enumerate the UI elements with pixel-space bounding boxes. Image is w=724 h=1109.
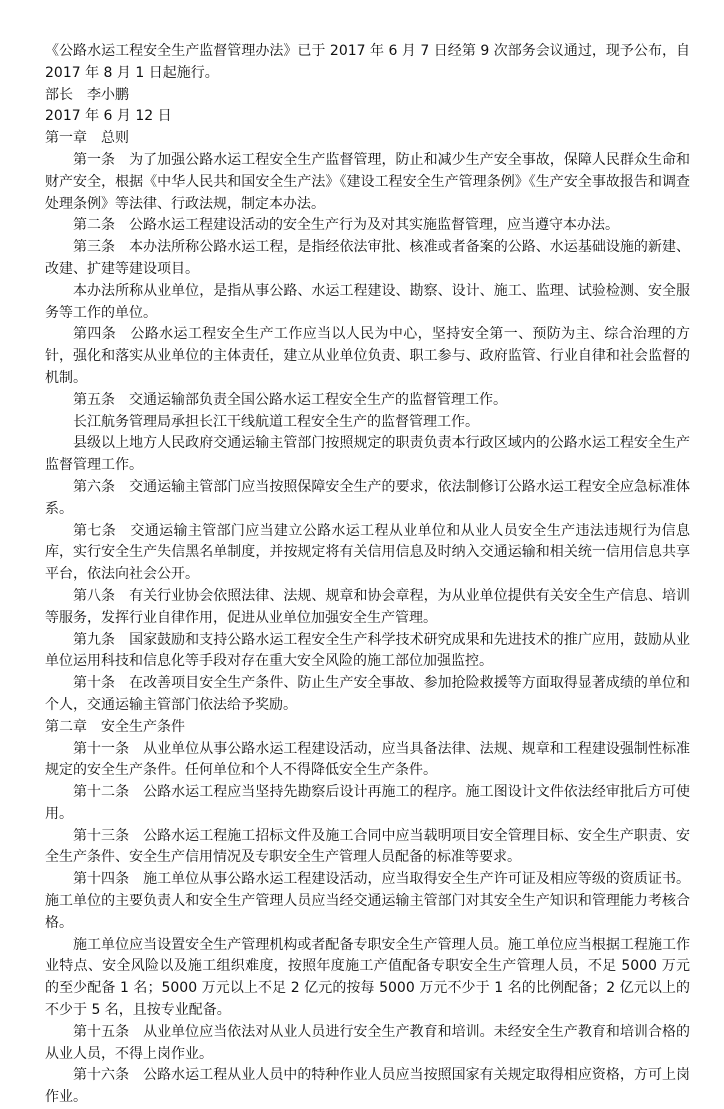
date-line: 2017 年 6 月 12 日 (45, 108, 172, 125)
article-paragraph: 第十四条 施工单位从事公路水运工程建设活动，应当取得安全生产许可证及相应等级的资质证书。施工单位的主要负责人和安全生产管理人员应当经交通运输主管部门对其安全生产知识和管理能力考核合格。 (45, 871, 690, 931)
article-paragraph: 本办法所称从业单位，是指从事公路、水运工程建设、勘察、设计、施工、监理、试验检测、安全服务等工作的单位。 (45, 282, 690, 321)
chapter-title: 第二章 安全生产条件 (45, 718, 185, 735)
article-paragraph: 施工单位应当设置安全生产管理机构或者配备专职安全生产管理人员。施工单位应当根据工程施工作业特点、安全风险以及施工组织难度，按照年度施工产值配备专职安全生产管理人员，不足 5000 万元的至少配备 1 名；5000 万元以上不足 2 亿元的按每 5000 万元不少于 1 名的比例配备；2 亿元以上的不少于 5 名，且按专业配备。 (45, 936, 690, 1019)
article-paragraph: 第四条 公路水运工程安全生产工作应当以人民为中心，坚持安全第一、预防为主、综合治理的方针，强化和落实从业单位的主体责任，建立从业单位负责、职工参与、政府监管、行业自律和社会监督的机制。 (45, 326, 690, 386)
article-paragraph: 第八条 有关行业协会依照法律、法规、规章和协会章程，为从业单位提供有关安全生产信息、培训等服务，发挥行业自律作用，促进从业单位加强安全生产管理。 (45, 587, 690, 626)
article-paragraph: 第六条 交通运输主管部门应当按照保障安全生产的要求，依法制修订公路水运工程安全应急标准体系。 (45, 478, 690, 517)
signature-line: 部长 李小鹏 (45, 86, 129, 103)
article-paragraph: 第十条 在改善项目安全生产条件、防止生产安全事故、参加抢险救援等方面取得显著成绩的单位和个人，交通运输主管部门依法给予奖励。 (45, 675, 690, 713)
article-paragraph: 第一条 为了加强公路水运工程安全生产监督管理，防止和减少生产安全事故，保障人民群众生命和财产安全，根据《中华人民共和国安全生产法》《建设工程安全生产管理条例》《生产安全事故报告和调查处理条例》等法律、行政法规，制定本办法。 (45, 151, 690, 212)
chapter-title: 第一章 总则 (45, 130, 129, 147)
article-paragraph: 第二条 公路水运工程建设活动的安全生产行为及对其实施监督管理，应当遵守本办法。 (73, 217, 619, 234)
article-paragraph: 第九条 国家鼓励和支持公路水运工程安全生产科学技术研究成果和先进技术的推广应用，鼓励从业单位运用科技和信息化等手段对存在重大安全风险的施工部位加强监控。 (45, 631, 690, 670)
article-paragraph: 县级以上地方人民政府交通运输主管部门按照规定的职责负责本行政区域内的公路水运工程安全生产监督管理工作。 (45, 435, 690, 474)
intro-paragraph: 《公路水运工程安全生产监督管理办法》已于 2017 年 6 月 7 日经第 9 次部务会议通过，现予公布，自 2017 年 8 月 1 日起施行。 (45, 43, 690, 81)
article-paragraph: 第五条 交通运输部负责全国公路水运工程安全生产的监督管理工作。 (73, 391, 507, 408)
article-paragraph: 第三条 本办法所称公路水运工程，是指经依法审批、核准或者备案的公路、水运基础设施的新建、改建、扩建等建设项目。 (45, 239, 690, 277)
article-paragraph: 第十一条 从业单位从事公路水运工程建设活动，应当具备法律、法规、规章和工程建设强制性标准规定的安全生产条件。任何单位和个人不得降低安全生产条件。 (45, 740, 690, 779)
article-paragraph: 第十五条 从业单位应当依法对从业人员进行安全生产教育和培训。未经安全生产教育和培训合格的从业人员，不得上岗作业。 (45, 1023, 690, 1062)
article-paragraph: 第十二条 公路水运工程应当坚持先勘察后设计再施工的程序。施工图设计文件依法经审批后方可使用。 (45, 784, 690, 822)
article-paragraph: 第十三条 公路水运工程施工招标文件及施工合同中应当载明项目安全管理目标、安全生产职责、安全生产条件、安全生产信用情况及专职安全生产管理人员配备的标准等要求。 (45, 827, 690, 866)
article-paragraph: 长江航务管理局承担长江干线航道工程安全生产的监督管理工作。 (73, 413, 479, 430)
article-paragraph: 第七条 交通运输主管部门应当建立公路水运工程从业单位和从业人员安全生产违法违规行为信息库，实行安全生产失信黑名单制度，并按规定将有关信用信息及时纳入交通运输和相关统一信用信息共享平台，依法向社会公开。 (45, 522, 690, 583)
document-page (45, 41, 690, 1109)
article-paragraph: 第十六条 公路水运工程从业人员中的特种作业人员应当按照国家有关规定取得相应资格，方可上岗作业。 (45, 1067, 690, 1106)
